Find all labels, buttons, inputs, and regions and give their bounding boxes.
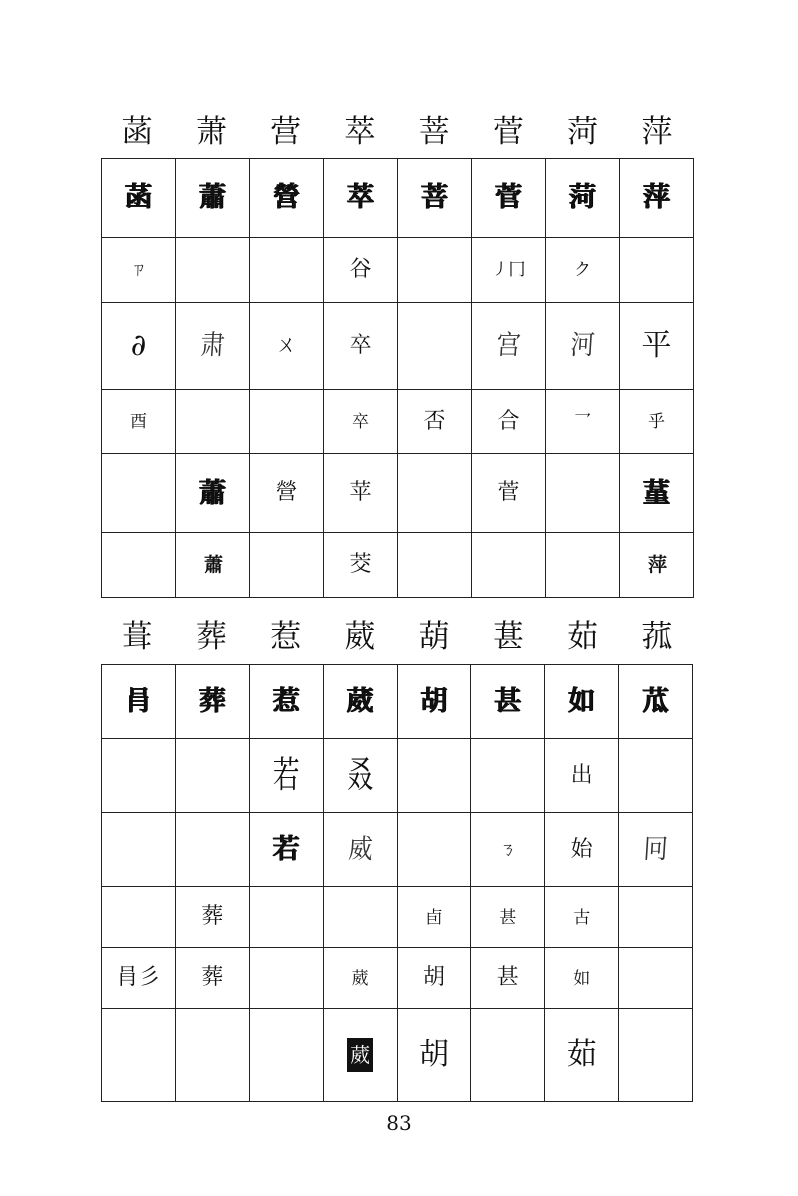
table-cell bbox=[250, 454, 324, 533]
seal-glyph: 出 bbox=[570, 762, 593, 788]
seal-glyph: 蕭 bbox=[203, 553, 221, 576]
table-cell bbox=[102, 389, 176, 454]
seal-glyph: 胡 bbox=[418, 1037, 449, 1073]
table-cell bbox=[324, 237, 398, 302]
seal-glyph: 菅 bbox=[495, 182, 522, 214]
table-cell bbox=[250, 533, 324, 598]
table-cell bbox=[398, 302, 472, 389]
column-header: 菏 bbox=[567, 114, 599, 150]
table-cell bbox=[397, 887, 471, 948]
seal-glyph: ㄗ bbox=[130, 260, 147, 281]
table-cell bbox=[175, 1009, 249, 1102]
table-cell bbox=[102, 948, 176, 1009]
table-cell bbox=[546, 237, 620, 302]
table-cell bbox=[175, 948, 249, 1009]
page-number: 83 bbox=[386, 1111, 412, 1135]
seal-glyph: ㇓冂 bbox=[491, 260, 526, 281]
column-header: 营 bbox=[270, 114, 302, 150]
table-cell bbox=[546, 454, 620, 533]
table-row bbox=[102, 813, 693, 887]
table-cell bbox=[545, 665, 619, 739]
table-cell bbox=[176, 533, 250, 598]
table-cell bbox=[398, 533, 472, 598]
table-cell bbox=[175, 665, 249, 739]
seal-glyph: 始 bbox=[570, 836, 593, 862]
seal-glyph: 萃 bbox=[347, 182, 374, 214]
seal-glyph: 肙彡 bbox=[116, 965, 161, 991]
table-cell bbox=[324, 159, 398, 238]
table-cell bbox=[471, 739, 545, 813]
table-cell bbox=[324, 302, 398, 389]
seal-glyph: 甚 bbox=[494, 686, 522, 718]
table-cell bbox=[250, 389, 324, 454]
table-cell bbox=[176, 389, 250, 454]
seal-glyph: 菏 bbox=[569, 182, 596, 214]
table-row bbox=[102, 302, 694, 389]
seal-glyph: 惹 bbox=[272, 686, 300, 718]
table-cell bbox=[471, 948, 545, 1009]
table-cell bbox=[176, 159, 250, 238]
glyph-table-2 bbox=[101, 664, 693, 1102]
seal-glyph: 葳 bbox=[347, 1038, 373, 1072]
table-row bbox=[102, 237, 694, 302]
column-header: 葫 bbox=[418, 619, 450, 655]
seal-glyph: 卒 bbox=[349, 332, 372, 358]
seal-glyph: 葳 bbox=[346, 686, 374, 718]
seal-glyph: 叒 bbox=[346, 754, 374, 797]
column-header: 葺 bbox=[121, 619, 153, 655]
table-cell bbox=[471, 665, 545, 739]
seal-glyph: 宫 bbox=[495, 330, 522, 362]
seal-glyph: 萍 bbox=[647, 553, 665, 576]
table-cell bbox=[102, 454, 176, 533]
seal-glyph: 冋 bbox=[642, 834, 669, 866]
table-cell bbox=[472, 159, 546, 238]
table-cell bbox=[323, 887, 397, 948]
seal-glyph: ク bbox=[574, 260, 591, 281]
seal-glyph: ∂ bbox=[130, 327, 147, 363]
table-cell bbox=[102, 159, 176, 238]
seal-glyph: 卒 bbox=[352, 412, 369, 433]
table-cell bbox=[545, 887, 619, 948]
seal-glyph: 平 bbox=[641, 327, 672, 363]
table-cell bbox=[472, 454, 546, 533]
column-header: 萃 bbox=[344, 114, 376, 150]
table-cell bbox=[619, 665, 693, 739]
seal-glyph: 菅 bbox=[497, 480, 520, 506]
seal-glyph: 若 bbox=[272, 754, 300, 797]
table-cell bbox=[102, 739, 176, 813]
table-cell bbox=[397, 739, 471, 813]
table-cell bbox=[546, 302, 620, 389]
table-cell bbox=[398, 454, 472, 533]
seal-glyph: 肃 bbox=[199, 330, 226, 362]
seal-glyph: 葬 bbox=[198, 686, 226, 718]
table-cell bbox=[176, 237, 250, 302]
table-row bbox=[102, 887, 693, 948]
table-cell bbox=[323, 739, 397, 813]
seal-glyph: 葳 bbox=[351, 968, 369, 989]
column-header: 葳 bbox=[344, 619, 376, 655]
seal-glyph: 如 bbox=[573, 968, 591, 989]
table-cell bbox=[324, 454, 398, 533]
table-cell bbox=[102, 887, 176, 948]
table-cell bbox=[472, 533, 546, 598]
table-cell bbox=[250, 237, 324, 302]
seal-glyph: 營 bbox=[275, 480, 298, 506]
seal-glyph: 乎 bbox=[648, 412, 665, 433]
table-cell bbox=[620, 533, 694, 598]
table-cell bbox=[249, 665, 323, 739]
header-row-1 bbox=[100, 112, 694, 152]
seal-glyph: 甚 bbox=[496, 965, 519, 991]
seal-glyph: 菡 bbox=[125, 182, 152, 214]
seal-glyph: 葬 bbox=[201, 904, 224, 930]
table-cell bbox=[620, 302, 694, 389]
seal-glyph: 如 bbox=[568, 686, 596, 718]
table-cell bbox=[249, 1009, 323, 1102]
seal-glyph: 肙 bbox=[124, 686, 152, 718]
column-header: 葬 bbox=[195, 619, 227, 655]
table-cell bbox=[323, 948, 397, 1009]
seal-glyph: 蕭 bbox=[199, 477, 226, 509]
table-cell bbox=[619, 1009, 693, 1102]
table-cell bbox=[398, 159, 472, 238]
seal-glyph: 營 bbox=[273, 182, 300, 214]
table-cell bbox=[249, 739, 323, 813]
seal-glyph: 胡 bbox=[422, 965, 445, 991]
table-cell bbox=[472, 389, 546, 454]
column-header: 菩 bbox=[418, 114, 450, 150]
table-cell bbox=[619, 813, 693, 887]
table-cell bbox=[546, 389, 620, 454]
table-row bbox=[102, 159, 694, 238]
seal-glyph: 威 bbox=[346, 834, 374, 866]
table-cell bbox=[471, 813, 545, 887]
table-cell bbox=[102, 813, 176, 887]
table-cell bbox=[102, 665, 176, 739]
table-cell bbox=[545, 1009, 619, 1102]
table-cell bbox=[397, 948, 471, 1009]
table-cell bbox=[397, 813, 471, 887]
table-cell bbox=[323, 813, 397, 887]
table-cell bbox=[176, 302, 250, 389]
table-cell bbox=[620, 389, 694, 454]
table-cell bbox=[249, 813, 323, 887]
column-header: 葚 bbox=[492, 619, 524, 655]
seal-glyph: 卣 bbox=[425, 907, 443, 928]
column-header: 茹 bbox=[567, 619, 599, 655]
table-cell bbox=[324, 389, 398, 454]
table-row bbox=[102, 389, 694, 454]
seal-glyph: ㄋ bbox=[499, 840, 517, 861]
seal-glyph: 谷 bbox=[349, 256, 372, 282]
table-cell bbox=[471, 1009, 545, 1102]
table-cell bbox=[102, 1009, 176, 1102]
table-cell bbox=[619, 887, 693, 948]
table-cell bbox=[323, 665, 397, 739]
table-cell bbox=[398, 237, 472, 302]
table-cell bbox=[176, 454, 250, 533]
table-cell bbox=[397, 665, 471, 739]
seal-glyph: 否 bbox=[423, 408, 446, 434]
seal-glyph: 合 bbox=[497, 408, 520, 434]
table-row bbox=[102, 1009, 693, 1102]
seal-glyph: 苹 bbox=[349, 480, 372, 506]
table-cell bbox=[249, 887, 323, 948]
seal-glyph: 胡 bbox=[420, 686, 448, 718]
table-cell bbox=[250, 159, 324, 238]
table-cell bbox=[620, 454, 694, 533]
table-cell bbox=[471, 887, 545, 948]
table-cell bbox=[323, 1009, 397, 1102]
table-cell bbox=[545, 948, 619, 1009]
column-header: 惹 bbox=[270, 619, 302, 655]
table-cell bbox=[250, 302, 324, 389]
table-cell bbox=[620, 159, 694, 238]
table-row bbox=[102, 454, 694, 533]
table-cell bbox=[175, 887, 249, 948]
table-cell bbox=[545, 813, 619, 887]
table-cell bbox=[472, 302, 546, 389]
table-cell bbox=[175, 813, 249, 887]
seal-glyph: 苽 bbox=[642, 686, 670, 718]
column-header: 萍 bbox=[641, 114, 673, 150]
table-cell bbox=[472, 237, 546, 302]
table-row bbox=[102, 948, 693, 1009]
table-row bbox=[102, 665, 693, 739]
table-cell bbox=[619, 739, 693, 813]
column-header: 菡 bbox=[121, 114, 153, 150]
table-cell bbox=[175, 739, 249, 813]
table-cell bbox=[546, 159, 620, 238]
seal-glyph: ㄨ bbox=[275, 332, 298, 358]
seal-glyph: 茭 bbox=[349, 552, 372, 578]
seal-glyph: 菩 bbox=[421, 182, 448, 214]
column-header: 菅 bbox=[492, 114, 524, 150]
seal-glyph: 乛 bbox=[574, 412, 591, 433]
table-cell bbox=[249, 948, 323, 1009]
seal-glyph: 甚 bbox=[499, 907, 517, 928]
table-cell bbox=[102, 302, 176, 389]
column-header: 菰 bbox=[641, 619, 673, 655]
seal-glyph: 萍 bbox=[643, 182, 670, 214]
glyph-table-1 bbox=[101, 158, 694, 598]
seal-glyph: 葬 bbox=[201, 965, 224, 991]
table-cell bbox=[545, 739, 619, 813]
seal-glyph: 蓳 bbox=[643, 477, 670, 509]
table-row bbox=[102, 533, 694, 598]
header-row-2 bbox=[100, 617, 694, 657]
table-cell bbox=[546, 533, 620, 598]
seal-glyph: 茹 bbox=[566, 1037, 597, 1073]
seal-glyph: 蕭 bbox=[199, 182, 226, 214]
table-cell bbox=[619, 948, 693, 1009]
table-cell bbox=[102, 237, 176, 302]
table-cell bbox=[620, 237, 694, 302]
seal-glyph: 河 bbox=[569, 330, 596, 362]
table-cell bbox=[397, 1009, 471, 1102]
table-row bbox=[102, 739, 693, 813]
seal-glyph: 酉 bbox=[130, 412, 147, 433]
seal-glyph: 若 bbox=[272, 834, 300, 866]
column-header: 萧 bbox=[195, 114, 227, 150]
seal-glyph: 古 bbox=[573, 907, 591, 928]
table-cell bbox=[398, 389, 472, 454]
table-cell bbox=[324, 533, 398, 598]
table-cell bbox=[102, 533, 176, 598]
